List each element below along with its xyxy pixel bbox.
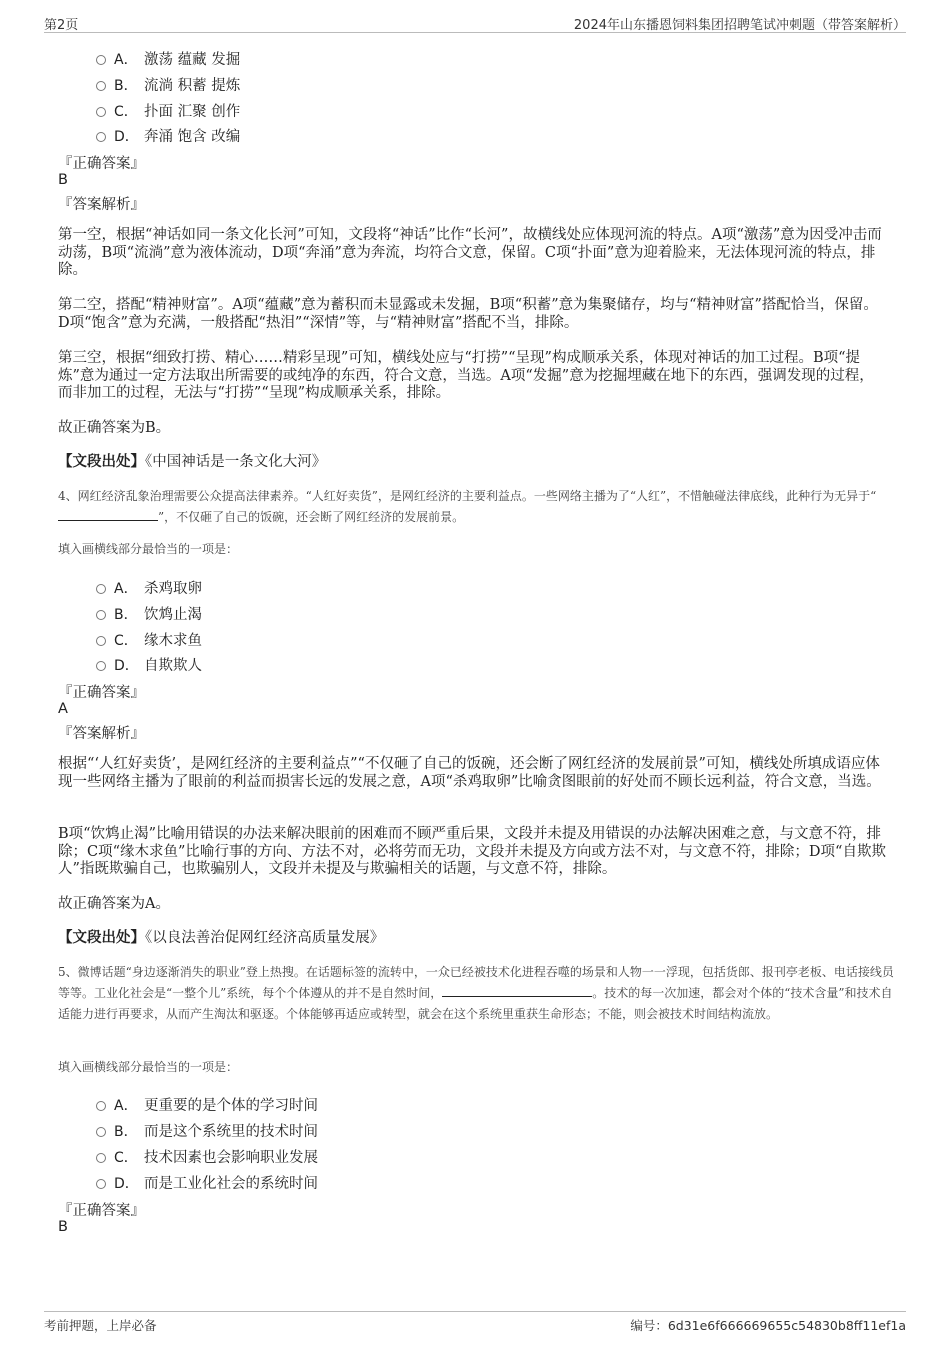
source-label: 【文段出处】: [58, 929, 145, 946]
q4-question-text: 4、网红经济乱象治理需要公众提高法律素养。“人红好卖货”，是网红经济的主要利益点。一些网络主播为了“人红”，不惜触碰法律底线，此种行为无异于“”，不仅砸了自己的饭碗，还会断了网红经济的发展前景。: [58, 489, 877, 524]
q5-answer: B: [58, 1219, 68, 1235]
q4-conclusion: 故正确答案为A。: [58, 896, 170, 912]
q3-answer-label: 『正确答案』: [58, 156, 145, 172]
page-header: [44, 14, 906, 33]
q5-answer-label: 『正确答案』: [58, 1203, 145, 1219]
q3-answer: B: [58, 172, 68, 188]
q5-option-d[interactable]: D． 而是工业化社会的系统时间: [96, 1172, 318, 1193]
q3-option-c[interactable]: C． 扑面 汇聚 创作: [96, 100, 240, 121]
radio-icon[interactable]: [96, 1179, 106, 1189]
q4-option-d[interactable]: D． 自欺欺人: [96, 654, 202, 675]
page-number: 第2页: [44, 18, 79, 33]
radio-icon[interactable]: [96, 107, 106, 117]
q4-option-b[interactable]: B． 饮鸩止渴: [96, 603, 202, 624]
source-title: 《以良法善治促网红经济高质量发展》: [145, 930, 385, 946]
source-title: 《中国神话是一条文化大河》: [145, 454, 327, 470]
radio-icon[interactable]: [96, 584, 106, 594]
q3-analysis-paragraph-3: 第三空，根据“细致打捞、精心……精彩呈现”可知，横线处应与“打捞”“呈现”构成顺承关系，体现对神话的加工过程。B项“提炼”意为通过一定方法取出所需要的或纯净的东西，符合文意，当选。A项“发掘”意为挖掘埋藏在地下的东西，强调发现的过程，而非加工的过程，无法与“打捞”“呈现”构成顺承关系，排除。: [58, 350, 874, 401]
q4-prompt: 填入画横线部分最恰当的一项是：: [58, 542, 239, 556]
fill-blank: [442, 984, 592, 997]
q3-analysis-paragraph-1: 第一空，根据“神话如同一条文化长河”可知，文段将“神话”比作“长河”，故横线处应体现河流的特点。A项“激荡”意为因受冲击而动荡，B项“流淌”意为液体流动，D项“奔涌”意为奔流，均符合文意，保留。C项“扑面”意为迎着脸来，无法体现河流的特点，排除。: [58, 227, 882, 278]
document-serial: 编号：6d31e6f666669655c54830b8ff11ef1a: [630, 1318, 906, 1333]
page-footer: [44, 1311, 906, 1336]
fill-blank: [58, 508, 158, 521]
q3-option-a[interactable]: A． 激荡 蕴藏 发掘: [96, 48, 240, 69]
radio-icon[interactable]: [96, 81, 106, 91]
q3-option-b[interactable]: B． 流淌 积蓄 提炼: [96, 74, 240, 95]
q3-analysis-label: 『答案解析』: [58, 197, 145, 213]
q5-option-a[interactable]: A． 更重要的是个体的学习时间: [96, 1094, 318, 1115]
radio-icon[interactable]: [96, 610, 106, 620]
radio-icon[interactable]: [96, 132, 106, 142]
radio-icon[interactable]: [96, 1153, 106, 1163]
q4-option-a[interactable]: A． 杀鸡取卵: [96, 577, 202, 598]
q5-option-b[interactable]: B． 而是这个系统里的技术时间: [96, 1120, 318, 1141]
q5-question-text: 5、微博话题“身边逐渐消失的职业”登上热搜。在话题标签的流转中，一众已经被技术化进程吞噬的场景和人物一一浮现，包括货郎、报刊亭老板、电话接线员等等。工业化社会是“一整个儿”系统，每个个体遵从的并不是自然时间， 。技术的每一次加速，都会对个体的“技术含量”和技术自适能力进行再要求，从而产生淘汰和驱逐。个体能够再适应或转型，就会在这个系统里重获生命形态；不能，则会被技术时间结构流放。: [58, 965, 894, 1021]
q4-answer-label: 『正确答案』: [58, 685, 145, 701]
q3-conclusion: 故正确答案为B。: [58, 420, 171, 436]
q3-option-d[interactable]: D． 奔涌 饱含 改编: [96, 125, 240, 146]
q4-source: [58, 929, 888, 948]
q4-analysis-paragraph-2: B项“饮鸩止渴”比喻用错误的办法来解决眼前的困难而不顾严重后果，文段并未提及用错误的办法解决困难之意，与文意不符，排除；C项“缘木求鱼”比喻行事的方向、方法不对，必将劳而无功，文段并未提及方向或方法不对，与文意不符，排除；D项“自欺欺人”指既欺骗自己，也欺骗别人，文段并未提及与欺骗相关的话题，与文意不符，排除。: [58, 826, 886, 877]
q4-analysis-paragraph-1: 根据“‘人红好卖货’，是网红经济的主要利益点”“不仅砸了自己的饭碗，还会断了网红经济的发展前景”可知，横线处所填成语应体现一些网络主播为了眼前的利益而损害长远的发展之意，A项“杀鸡取卵”比喻贪图眼前的好处而不顾长远利益，符合文意，当选。: [58, 756, 881, 790]
radio-icon[interactable]: [96, 55, 106, 65]
footer-slogan: 考前押题，上岸必备: [44, 1318, 157, 1333]
q4-answer: A: [58, 701, 68, 717]
q3-source: [58, 453, 888, 472]
radio-icon[interactable]: [96, 1101, 106, 1111]
radio-icon[interactable]: [96, 1127, 106, 1137]
source-label: 【文段出处】: [58, 453, 145, 470]
q4-analysis-label: 『答案解析』: [58, 726, 145, 742]
radio-icon[interactable]: [96, 661, 106, 671]
q4-option-c[interactable]: C． 缘木求鱼: [96, 629, 202, 650]
q5-prompt: 填入画横线部分最恰当的一项是：: [58, 1060, 239, 1074]
q3-analysis-paragraph-2: 第二空，搭配“精神财富”。A项“蕴藏”意为蓄积而未显露或未发掘，B项“积蓄”意为集聚储存，均与“精神财富”搭配恰当，保留。D项“饱含”意为充满，一般搭配“热泪”“深情”等，与“精神财富”搭配不当，排除。: [58, 297, 878, 331]
document-title: 2024年山东播恩饲料集团招聘笔试冲刺题（带答案解析）: [573, 18, 906, 33]
q5-option-c[interactable]: C． 技术因素也会影响职业发展: [96, 1146, 318, 1167]
radio-icon[interactable]: [96, 636, 106, 646]
